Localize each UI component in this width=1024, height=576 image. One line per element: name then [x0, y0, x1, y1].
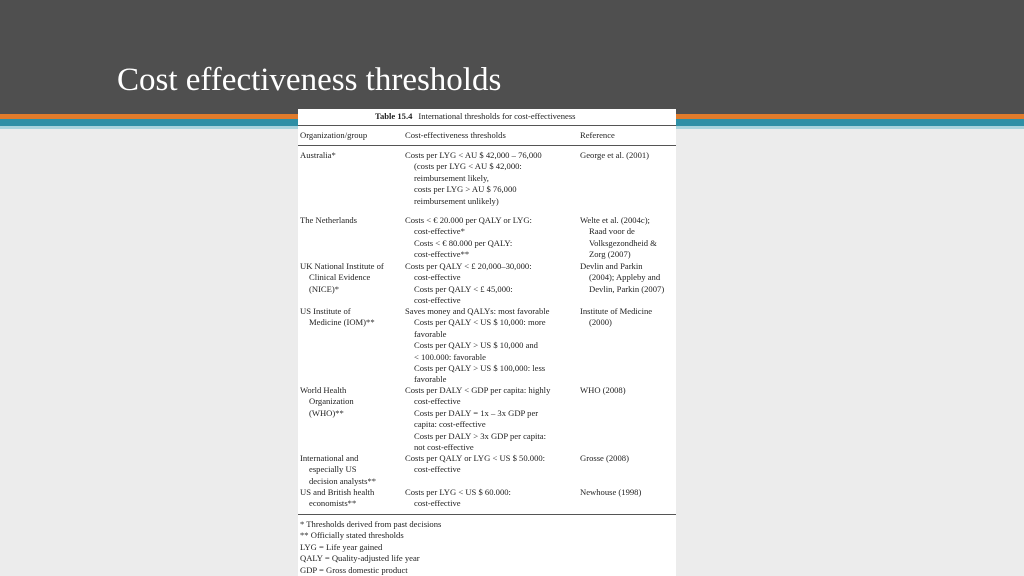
column-header-thresholds: Cost-effectiveness thresholds: [405, 130, 506, 140]
cell-line: cost-effective: [414, 295, 461, 306]
cell-line: Costs per QALY or LYG < US $ 50.000:: [405, 453, 546, 463]
cell-line: costs per LYG > AU $ 76,000: [414, 184, 517, 195]
reference-cell: [580, 150, 676, 161]
cell-line: Costs per QALY < £ 45,000:: [414, 283, 513, 294]
cell-line: favorable: [414, 328, 447, 339]
organization-cell: [300, 306, 404, 329]
cell-line: Costs per LYG < AU $ 42,000 – 76,000: [405, 150, 542, 160]
cell-line: cost-effective*: [414, 226, 465, 237]
slide-title: Cost effectiveness thresholds: [117, 62, 502, 98]
slide-header: [0, 0, 1024, 114]
threshold-cell: [405, 453, 575, 476]
table-image: [298, 109, 676, 576]
threshold-cell: [405, 150, 575, 207]
table-caption-label: Table 15.4: [375, 111, 413, 121]
cell-line: International and: [300, 453, 359, 463]
cell-line: Costs per DALY > 3x GDP per capita:: [414, 430, 546, 441]
organization-cell: [300, 150, 404, 161]
cell-line: not cost-effective: [414, 442, 474, 453]
cell-line: Welte et al. (2004c);: [580, 215, 650, 225]
cell-line: cost-effective: [414, 498, 461, 509]
cell-line: Costs < € 80.000 per QALY:: [414, 237, 513, 248]
cell-line: (WHO)**: [309, 407, 344, 418]
cell-line: cost-effective: [414, 272, 461, 283]
cell-line: Volksgezondheid &: [589, 237, 657, 248]
cell-line: Medicine (IOM)**: [309, 317, 375, 328]
cell-line: decision analysts**: [309, 475, 377, 486]
reference-cell: [580, 215, 676, 261]
cell-line: US and British health: [300, 487, 375, 497]
threshold-cell: [405, 487, 575, 510]
cell-line: < 100.000: favorable: [414, 351, 486, 362]
cell-line: cost-effective: [414, 464, 461, 475]
reference-cell: [580, 385, 676, 396]
footnote: ** Officially stated thresholds: [300, 530, 404, 541]
cell-line: Costs < € 20.000 per QALY or LYG:: [405, 215, 532, 225]
reference-cell: [580, 306, 676, 329]
reference-cell: [580, 487, 676, 498]
cell-line: Costs per LYG < US $ 60.000:: [405, 487, 511, 497]
cell-line: The Netherlands: [300, 215, 358, 225]
cell-line: George et al. (2001): [580, 150, 650, 160]
threshold-cell: [405, 306, 575, 386]
organization-cell: [300, 385, 404, 419]
cell-line: especially US: [309, 464, 357, 475]
table-footnotes: [300, 519, 441, 576]
cell-line: Institute of Medicine: [580, 306, 653, 316]
cell-line: US Institute of: [300, 306, 351, 316]
cell-line: Saves money and QALYs: most favorable: [405, 306, 550, 316]
column-header-reference: Reference: [580, 130, 615, 140]
cell-line: Devlin, Parkin (2007): [589, 283, 665, 294]
cell-line: cost-effective: [414, 396, 461, 407]
threshold-cell: [405, 215, 575, 261]
footnote: GDP = Gross domestic product: [300, 564, 408, 575]
table-caption: [375, 111, 576, 122]
cell-line: Zorg (2007): [589, 249, 631, 260]
threshold-cell: [405, 261, 575, 307]
organization-cell: [300, 261, 404, 295]
threshold-cell: [405, 385, 575, 453]
cell-line: capita: cost-effective: [414, 419, 486, 430]
cell-line: Clinical Evidence: [309, 272, 371, 283]
table-caption-text: International thresholds for cost-effectiveness: [418, 111, 576, 121]
table-top-rule: [298, 125, 676, 126]
organization-cell: [300, 487, 404, 510]
cell-line: (2000): [589, 317, 612, 328]
cell-line: Costs per DALY = 1x – 3x GDP per: [414, 407, 539, 418]
cell-line: World Health: [300, 385, 347, 395]
cell-line: cost-effective**: [414, 249, 470, 260]
cell-line: reimbursement likely,: [414, 172, 489, 183]
organization-cell: [300, 215, 404, 226]
cell-line: (costs per LYG < AU $ 42,000:: [414, 161, 522, 172]
cell-line: Costs per QALY > US $ 10,000 and: [414, 340, 538, 351]
cell-line: UK National Institute of: [300, 261, 384, 271]
cell-line: Organization: [309, 396, 354, 407]
cell-line: Newhouse (1998): [580, 487, 642, 497]
column-header-organization: Organization/group: [300, 130, 368, 140]
footnote: LYG = Life year gained: [300, 541, 383, 552]
cell-line: Costs per QALY > US $ 100,000: less: [414, 363, 546, 374]
cell-line: Costs per DALY < GDP per capita: highly: [405, 385, 551, 395]
cell-line: Costs per QALY < £ 20,000–30,000:: [405, 261, 532, 271]
cell-line: WHO (2008): [580, 385, 626, 395]
cell-line: reimbursement unlikely): [414, 195, 499, 206]
cell-line: Devlin and Parkin: [580, 261, 643, 271]
cell-line: Costs per QALY < US $ 10,000: more: [414, 317, 546, 328]
table-header-rule: [298, 145, 676, 146]
cell-line: Grosse (2008): [580, 453, 629, 463]
table-bottom-rule: [298, 514, 676, 515]
cell-line: favorable: [414, 374, 447, 385]
footnote: * Thresholds derived from past decisions: [300, 519, 442, 529]
cell-line: Australia*: [300, 150, 336, 160]
organization-cell: [300, 453, 404, 487]
reference-cell: [580, 261, 676, 295]
cell-line: (NICE)*: [309, 283, 340, 294]
reference-cell: [580, 453, 676, 464]
cell-line: economists**: [309, 498, 357, 509]
cell-line: Raad voor de: [589, 226, 635, 237]
cell-line: (2004); Appleby and: [589, 272, 661, 283]
footnote: QALY = Quality-adjusted life year: [300, 553, 420, 564]
